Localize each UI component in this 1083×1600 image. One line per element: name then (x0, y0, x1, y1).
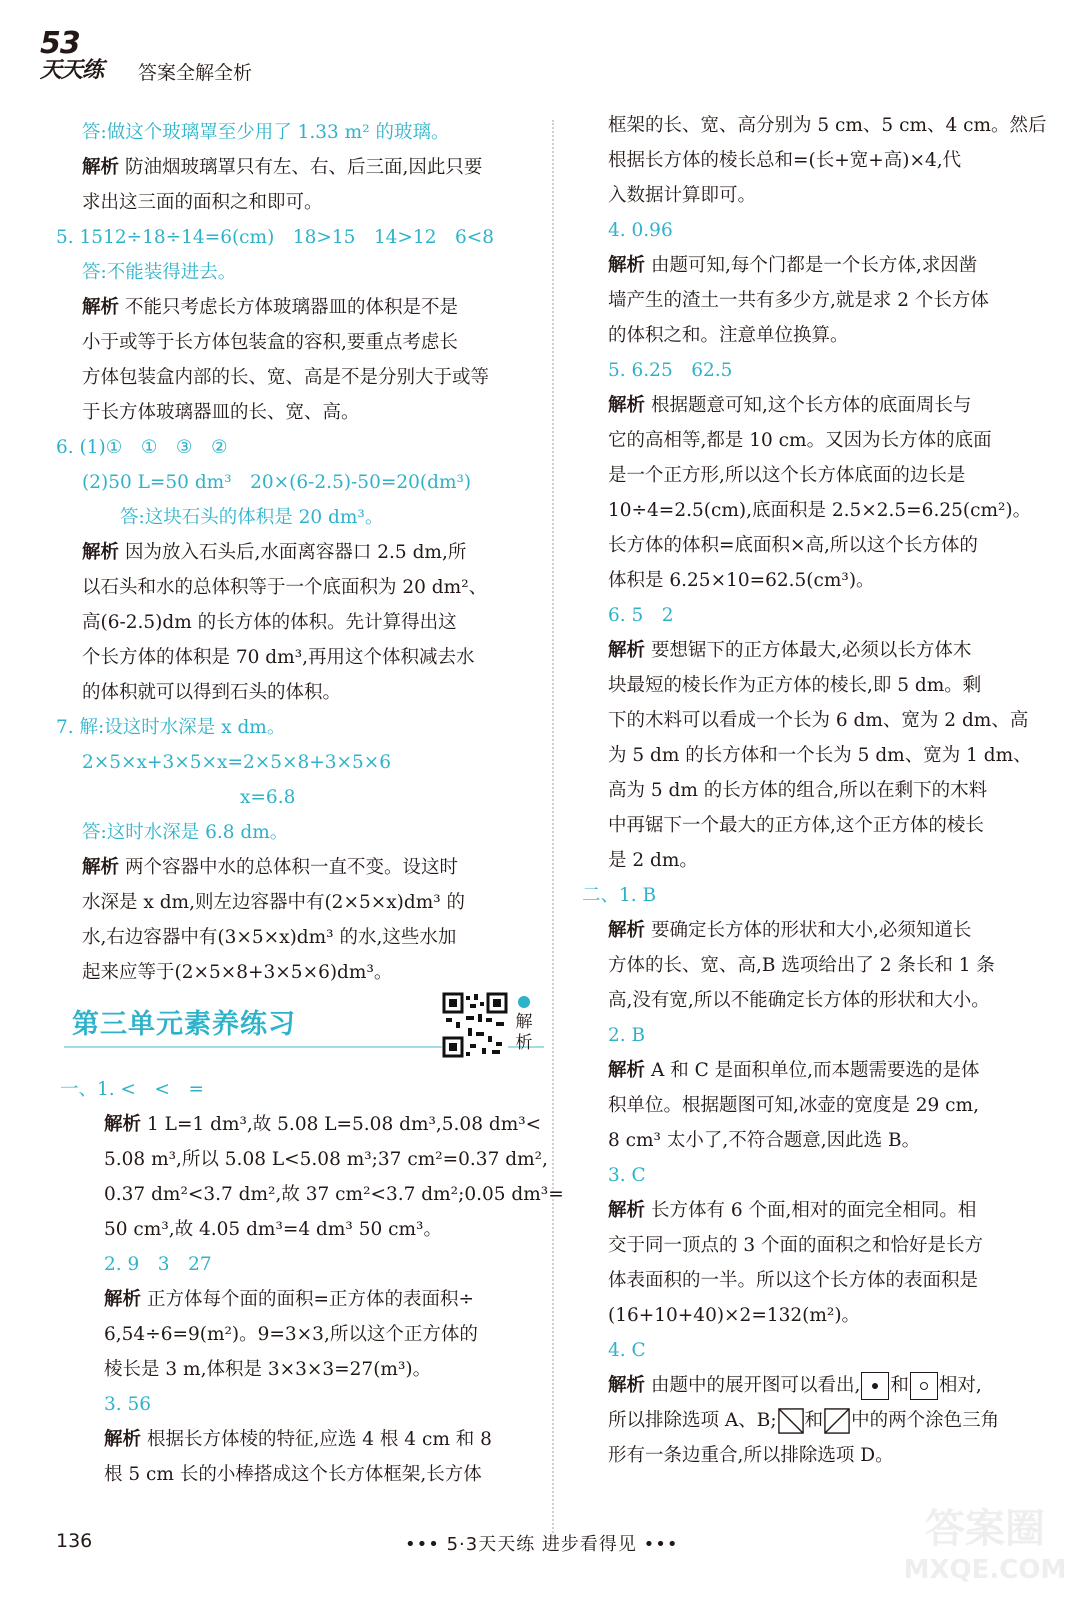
right-line (582, 108, 1054, 143)
sec2-line (60, 1247, 544, 1282)
left-text: 不能只考虑长方体玻璃器皿的体积是不是 (125, 297, 459, 318)
right-text: 体积是 6.25×10=62.5(cm³)。 (608, 570, 875, 591)
sec2-text: 2. 9 3 27 (104, 1254, 212, 1275)
left-text: x=6.8 (240, 787, 296, 808)
right-text: 相对, (938, 1375, 982, 1396)
right-text: 3. C (608, 1165, 646, 1186)
right-text: 6. 5 2 (608, 605, 674, 626)
left-text: 个长方体的体积是 70 dm³,再用这个体积减去水 (82, 647, 475, 668)
left-text: 答:这块石头的体积是 20 dm³。 (120, 507, 384, 528)
left-text: 高(6-2.5)dm 的长方体的体积。先计算得出这 (82, 612, 457, 633)
left-text: 6. (1)① ① ③ ② (56, 437, 228, 458)
right-line (582, 388, 1054, 423)
sec2-line (60, 1142, 548, 1177)
analysis-label: 解析 (608, 255, 646, 276)
left-text: (2)50 L=50 dm³ 20×(6-2.5)-50=20(dm³) (82, 472, 472, 493)
footer-slogan: ••• 5·3天天练 进步看得见 ••• (405, 1534, 679, 1555)
right-line (582, 213, 1054, 248)
dot-face-icon (861, 1372, 889, 1400)
right-text: 交于同一顶点的 3 个面的面积之和恰好是长方 (608, 1235, 984, 1256)
right-line (582, 1123, 1054, 1158)
left-text: 求出这三面的面积之和即可。 (82, 192, 323, 213)
right-text: 二、1. B (582, 885, 657, 906)
analysis-label: 解析 (608, 920, 646, 941)
right-text: 高为 5 dm 的长方体的组合,所以在剩下的木料 (608, 780, 988, 801)
right-text: 4. 0.96 (608, 220, 673, 241)
left-line (56, 150, 540, 185)
right-line (582, 1018, 1054, 1053)
header-title: 答案全解全析 (138, 62, 253, 84)
qr-label: 解析 (512, 996, 536, 1054)
left-text: 小于或等于长方体包装盒的容积,要重点考虑长 (82, 332, 458, 353)
right-line (582, 318, 1054, 353)
right-text: 和 (890, 1375, 909, 1396)
sec2-line (60, 1422, 544, 1457)
left-line (56, 500, 540, 535)
analysis-label: 解析 (82, 542, 120, 563)
right-text: 4. C (608, 1340, 646, 1361)
analysis-label: 解析 (82, 157, 120, 178)
left-line (56, 465, 540, 500)
right-line (582, 1403, 1054, 1438)
sec2-line (60, 1317, 544, 1352)
sec2-line (60, 1457, 544, 1492)
left-text: 两个容器中水的总体积一直不变。设这时 (125, 857, 459, 878)
logo-number: 53 (40, 26, 80, 61)
left-line (56, 780, 540, 815)
page-header (40, 20, 1043, 100)
left-line (56, 360, 540, 395)
left-line (56, 815, 540, 850)
sec2-line (60, 1282, 544, 1317)
watermark-logo (900, 1490, 1070, 1590)
right-line (582, 1263, 1054, 1298)
analysis-label: 解析 (82, 297, 120, 318)
section-content (60, 1072, 564, 1492)
sec2-line (60, 1212, 544, 1247)
ring-face-icon (910, 1372, 938, 1400)
left-text: 以石头和水的总体积等于一个底面积为 20 dm²、 (82, 577, 488, 598)
left-line (56, 745, 540, 780)
right-text: 形有一条边重合,所以排除选项 D。 (608, 1445, 894, 1466)
right-text: 2. B (608, 1025, 646, 1046)
analysis-label: 解析 (104, 1114, 142, 1135)
right-text: 根据长方体的棱长总和=(长+宽+高)×4,代 (608, 150, 962, 171)
right-text: 入数据计算即可。 (608, 185, 757, 206)
watermark-line1: 答案圈 (925, 1506, 1045, 1552)
right-text: 要确定长方体的形状和大小,必须知道长 (651, 920, 972, 941)
right-line (582, 528, 1054, 563)
analysis-label: 解析 (104, 1289, 142, 1310)
right-line (582, 1228, 1054, 1263)
right-line (582, 353, 1054, 388)
left-text: 起来应等于(2×5×8+3×5×6)dm³。 (82, 962, 393, 983)
right-text: 10÷4=2.5(cm),底面积是 2.5×2.5=6.25(cm²)。 (608, 500, 1032, 521)
right-line (582, 633, 1054, 668)
right-text: A 和 C 是面积单位,而本题需要选的是体 (651, 1060, 980, 1081)
sec2-line (60, 1177, 564, 1212)
diagonal-face-icon (778, 1408, 804, 1434)
analysis-label: 解析 (104, 1429, 142, 1450)
left-line (56, 710, 540, 745)
right-line (582, 598, 1054, 633)
right-text: 由题可知,每个门都是一个长方体,求因凿 (651, 255, 978, 276)
right-text: 积单位。根据题图可知,冰壶的宽度是 29 cm, (608, 1095, 979, 1116)
right-line (582, 1193, 1054, 1228)
sec2-text: 50 cm³,故 4.05 dm³=4 dm³ 50 cm³。 (104, 1219, 442, 1240)
sec2-text: 根据长方体棱的特征,应选 4 根 4 cm 和 8 (147, 1429, 492, 1450)
left-text: 于长方体玻璃器皿的长、宽、高。 (82, 402, 360, 423)
right-line (582, 773, 1054, 808)
right-line (582, 843, 1054, 878)
left-text: 7. 解:设这时水深是 x dm。 (56, 717, 286, 738)
right-text: 长方体有 6 个面,相对的面完全相同。相 (651, 1200, 977, 1221)
left-line (56, 955, 540, 990)
right-text: 它的高相等,都是 10 cm。又因为长方体的底面 (608, 430, 992, 451)
right-line (582, 913, 1054, 948)
right-text: 所以排除选项 A、B; (608, 1410, 777, 1431)
right-text: 墙产生的渣土一共有多少方,就是求 2 个长方体 (608, 290, 989, 311)
left-text: 水深是 x dm,则左边容器中有(2×5×x)dm³ 的 (82, 892, 466, 913)
right-text: 高,没有宽,所以不能确定长方体的形状和大小。 (608, 990, 990, 1011)
left-text: 的体积就可以得到石头的体积。 (82, 682, 342, 703)
right-line (582, 178, 1054, 213)
right-line (582, 738, 1054, 773)
right-line (582, 143, 1054, 178)
right-line (582, 563, 1054, 598)
right-line (582, 703, 1054, 738)
left-line (56, 605, 540, 640)
right-text: 块最短的棱长作为正方体的棱长,即 5 dm。剩 (608, 675, 982, 696)
right-text: 5. 6.25 62.5 (608, 360, 733, 381)
left-line (56, 920, 540, 955)
right-text: 为 5 dm 的长方体和一个长为 5 dm、宽为 1 dm、 (608, 745, 1032, 766)
left-text: 答:不能装得进去。 (82, 262, 237, 283)
sec2-text: 根 5 cm 长的小棒搭成这个长方体框架,长方体 (104, 1464, 482, 1485)
play-icon (518, 996, 530, 1008)
page-number: 136 (56, 1530, 93, 1552)
watermark-line2: MXQE.COM (903, 1555, 1067, 1585)
right-text: 体表面积的一半。所以这个长方体的表面积是 (608, 1270, 979, 1291)
column-divider (552, 120, 554, 1540)
right-text: (16+10+40)×2=132(m²)。 (608, 1305, 861, 1326)
sec2-text: 0.37 dm²<3.7 dm²,故 37 cm²<3.7 dm²;0.05 dm³= (104, 1184, 564, 1205)
left-line (56, 115, 540, 150)
sec2-line (60, 1107, 544, 1142)
sec2-text: 6,54÷6=9(m²)。9=3×3,所以这个正方体的 (104, 1324, 478, 1345)
right-text: 中再锯下一个最大的正方体,这个正方体的棱长 (608, 815, 984, 836)
right-line (582, 878, 1054, 913)
right-line (582, 808, 1054, 843)
left-line (56, 850, 540, 885)
right-line (582, 458, 1054, 493)
right-text: 方体的长、宽、高,B 选项给出了 2 条长和 1 条 (608, 955, 995, 976)
right-line (582, 948, 1054, 983)
sec2-text: 5.08 m³,所以 5.08 L<5.08 m³;37 cm²=0.37 dm², (104, 1149, 548, 1170)
right-line (582, 248, 1054, 283)
left-text: 5. 1512÷18÷14=6(cm) 18>15 14>12 6<8 (56, 227, 495, 248)
right-line (582, 983, 1054, 1018)
right-line (582, 1088, 1054, 1123)
right-text: 中的两个涂色三角 (851, 1410, 1000, 1431)
left-line (56, 535, 540, 570)
sec2-text: 3. 56 (104, 1394, 152, 1415)
left-text: 答:做这个玻璃罩至少用了 1.33 m² 的玻璃。 (82, 122, 450, 143)
right-text: 和 (804, 1410, 824, 1431)
logo-text: 天天练 (40, 58, 104, 83)
right-line (582, 423, 1054, 458)
sec2-line (60, 1352, 544, 1387)
left-line (56, 290, 540, 325)
right-line (582, 1298, 1054, 1333)
right-line (582, 1368, 1054, 1403)
right-text: 8 cm³ 太小了,不符合题意,因此选 B。 (608, 1130, 921, 1151)
right-text: 是一个正方形,所以这个长方体底面的边长是 (608, 465, 966, 486)
qr-code-icon[interactable] (442, 992, 508, 1058)
right-line (582, 283, 1054, 318)
left-line (56, 325, 540, 360)
right-text: 要想锯下的正方体最大,必须以长方体木 (651, 640, 972, 661)
right-line (582, 493, 1054, 528)
right-text: 框架的长、宽、高分别为 5 cm、5 cm、4 cm。然后 (608, 115, 1047, 136)
right-text: 下的木料可以看成一个长为 6 dm、宽为 2 dm、高 (608, 710, 1029, 731)
right-line (582, 1438, 1054, 1473)
sec2-text: 一、1. < < = (60, 1079, 205, 1100)
brand-logo (40, 26, 130, 88)
sec2-text: 正方体每个面的面积=正方体的表面积÷ (147, 1289, 475, 1310)
left-text: 2×5×x+3×5×x=2×5×8+3×5×6 (82, 752, 392, 773)
left-line (56, 395, 540, 430)
analysis-label: 解析 (608, 640, 646, 661)
sec2-text: 棱长是 3 m,体积是 3×3×3=27(m³)。 (104, 1359, 432, 1380)
left-line (56, 220, 540, 255)
left-line (56, 430, 540, 465)
left-line (56, 185, 540, 220)
left-text: 答:这时水深是 6.8 dm。 (82, 822, 289, 843)
left-line (56, 640, 540, 675)
analysis-label: 解析 (608, 1200, 646, 1221)
analysis-label: 解析 (608, 1375, 646, 1396)
analysis-label: 解析 (608, 1060, 646, 1081)
analysis-label: 解析 (608, 395, 646, 416)
left-text: 水,右边容器中有(3×5×x)dm³ 的水,这些水加 (82, 927, 457, 948)
right-line (582, 1333, 1054, 1368)
left-line (56, 255, 540, 290)
right-line (582, 1158, 1054, 1193)
right-column (582, 108, 1054, 1473)
right-text: 的体积之和。注意单位换算。 (608, 325, 849, 346)
sec2-line (60, 1072, 544, 1107)
right-line (582, 668, 1054, 703)
left-column (56, 115, 540, 990)
left-text: 方体包装盒内部的长、宽、高是不是分别大于或等 (82, 367, 490, 388)
section-title: 第三单元素养练习 (72, 1009, 296, 1040)
right-text: 长方体的体积=底面积×高,所以这个长方体的 (608, 535, 978, 556)
left-line (56, 885, 540, 920)
analysis-label: 解析 (82, 857, 120, 878)
right-text: 是 2 dm。 (608, 850, 698, 871)
right-text: 根据题意可知,这个长方体的底面周长与 (651, 395, 972, 416)
right-text: 由题中的展开图可以看出, (651, 1375, 861, 1396)
left-text: 防油烟玻璃罩只有左、右、后三面,因此只要 (125, 157, 483, 178)
left-text: 因为放入石头后,水面离容器口 2.5 dm,所 (125, 542, 467, 563)
right-line (582, 1053, 1054, 1088)
sec2-line (60, 1387, 544, 1422)
left-line (56, 570, 540, 605)
sec2-text: 1 L=1 dm³,故 5.08 L=5.08 dm³,5.08 dm³< (147, 1114, 542, 1135)
diagonal-face-icon (824, 1408, 850, 1434)
left-line (56, 675, 540, 710)
